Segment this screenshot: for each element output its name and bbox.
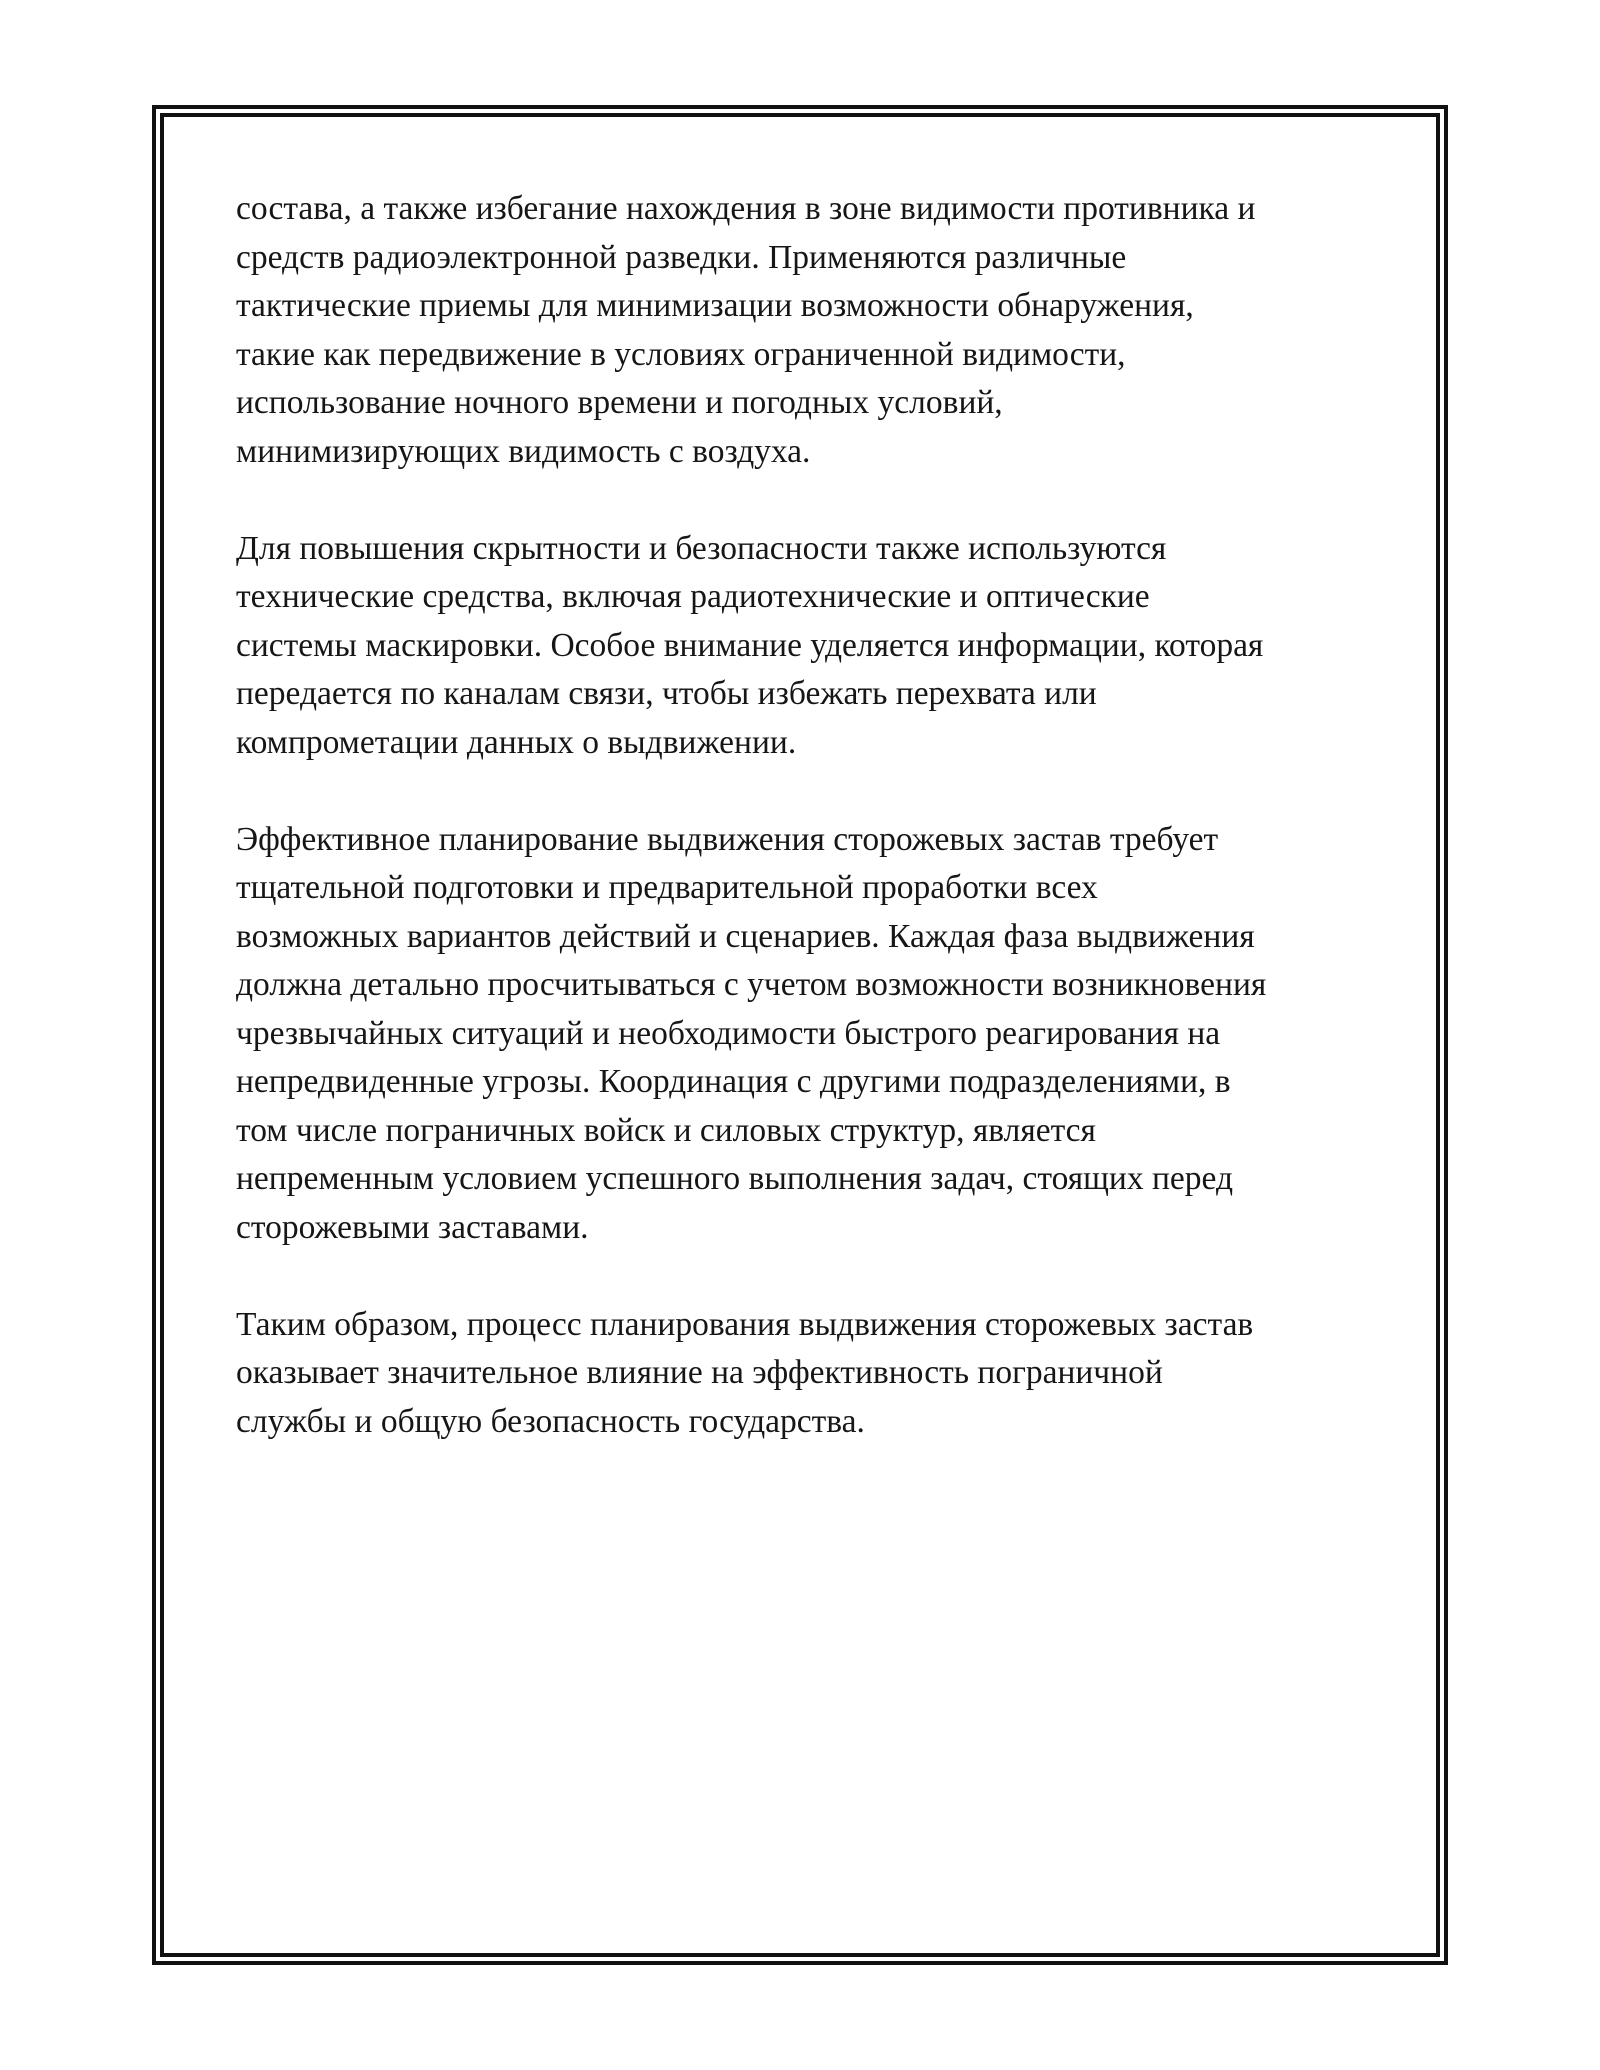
- text-line: чрезвычайных ситуаций и необходимости быстрого реагирования на: [236, 1014, 1221, 1052]
- text-line: средств радиоэлектронной разведки. Применяются различные: [236, 238, 1127, 276]
- text-line: Таким образом, процесс планирования выдвижения сторожевых застав: [236, 1305, 1254, 1343]
- text-line: оказывает значительное влияние на эффективность пограничной: [236, 1354, 1163, 1391]
- text-line: сторожевыми заставами.: [236, 1208, 589, 1246]
- text-line: непременным условием успешного выполнения задач, стоящих перед: [236, 1160, 1233, 1197]
- text-line: такие как передвижение в условиях ограниченной видимости,: [236, 335, 1126, 373]
- text-line: Эффективное планирование выдвижения сторожевых застав требует: [236, 820, 1219, 858]
- paragraph-4: [236, 1301, 1386, 1447]
- text-line: Для повышения скрытности и безопасности также используются: [236, 529, 1167, 567]
- text-line: том числе пограничных войск и силовых структур, является: [236, 1111, 1096, 1149]
- text-line: компрометации данных о выдвижении.: [236, 723, 797, 761]
- text-line: минимизирующих видимость с воздуха.: [236, 432, 811, 470]
- text-line: состава, а также избегание нахождения в зоне видимости противника и: [236, 190, 1256, 227]
- text-line: тщательной подготовки и предварительной проработки всех: [236, 869, 1098, 906]
- paragraph-1: [236, 185, 1386, 476]
- text-line: непредвиденные угрозы. Координация с другими подразделениями, в: [236, 1063, 1231, 1100]
- text-line: системы маскировки. Особое внимание уделяется информации, которая: [236, 626, 1264, 664]
- text-line: использование ночного времени и погодных условий,: [236, 384, 1003, 421]
- text-line: возможных вариантов действий и сценариев. Каждая фаза выдвижения: [236, 917, 1255, 955]
- document-body: [236, 185, 1386, 1495]
- text-line: передается по каналам связи, чтобы избежать перехвата или: [236, 675, 1097, 712]
- paragraph-2: [236, 525, 1386, 768]
- text-line: технические средства, включая радиотехнические и оптические: [236, 578, 1150, 615]
- paragraph-3: [236, 816, 1386, 1253]
- text-line: тактические приемы для минимизации возможности обнаружения,: [236, 287, 1194, 324]
- text-line: должна детально просчитываться с учетом возможности возникновения: [236, 966, 1267, 1003]
- text-line: службы и общую безопасность государства.: [236, 1402, 865, 1440]
